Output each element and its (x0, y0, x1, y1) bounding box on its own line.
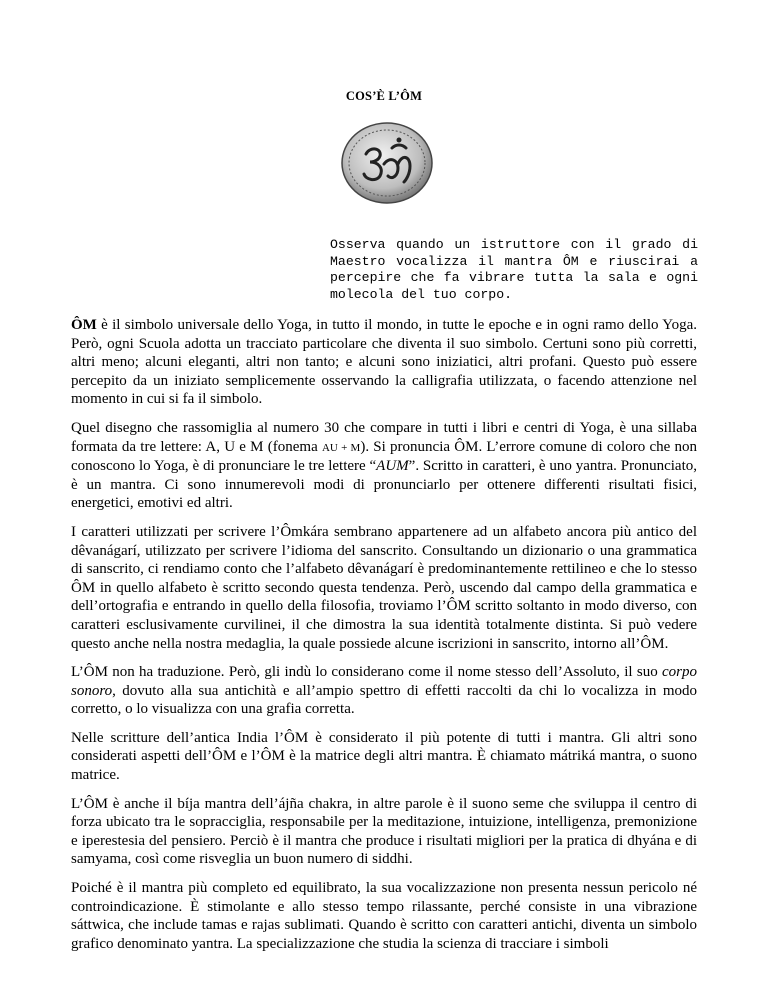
paragraph-3: I caratteri utilizzati per scrivere l’Ômkára sembrano appartenere ad un alfabeto ancora più antico del dêvanágarí, utilizzato per scrivere l’idioma del sanscrito. Consultando un dizionario o una grammatica di sanscrito, ci rendiamo conto che l’alfabeto dêvanágarí è predominantemente rettilineo e che lo stesso ÔM in quello alfabeto è scritto secondo questa tendenza. Però, uscendo dal campo della grammatica e dell’ortografia e entrando in quello della filosofia, troviamo l’ÔM scritto soltanto in modo diverso, con caratteri esclusivamente curvilinei, il che dimostra la sua identità totalmente distinta. Si può vedere questo anche nella nostra medaglia, la quale possiede alcune iscrizioni in sanscrito, intorno all’ÔM. (71, 523, 697, 652)
paragraph-2-text-b: ). Si pronuncia ÔM. L’errore comune di coloro che non conoscono lo Yoga, è di pronunciare le tre lettere “ (71, 438, 698, 475)
epigraph-quote: Osserva quando un istruttore con il grado di Maestro vocalizza il mantra ÔM e riuscirai a percepire che fa vibrare tutta la sala e ogni molecola del tuo corpo. (330, 237, 698, 302)
paragraph-2-text-a: Quel disegno che rassomiglia al numero 30 che compare in tutti i libri e centri di Yoga, è una sillaba formata da tre lettere: A, U e M (fonema (71, 419, 697, 455)
paragraph-4-text-a: L’ÔM non ha traduzione. Però, gli indù lo considerano come il nome stesso dell’Assoluto, il suo (71, 664, 662, 681)
aum-italic: AUM (376, 458, 409, 475)
paragraph-2-text-c: ”. Scritto in caratteri, è uno yantra. Pronunciato, è un mantra. Ci sono innumerevoli modi di pronunciarlo per ottenere differenti risultati fisici, energetici, emotivi ed altri. (71, 458, 697, 512)
corpo-sonoro-italic: corpo sonoro (71, 664, 697, 699)
article-body (71, 316, 697, 963)
om-lead: ÔM (71, 317, 97, 333)
paragraph-1 (71, 316, 697, 409)
paragraph-4 (71, 663, 697, 719)
paragraph-6: L’ÔM è anche il bíja mantra dell’ájña chakra, in altre parole è il suono seme che sviluppa il centro di forza ubicato tra le sopracciglia, responsabile per la meditazione, intuizione, intelligenza, premonizione e iperestesia del pensiero. Perciò è il mantra che produce i risultati migliori per la pratica di dhyána e di samyama, così come risveglia un buon numero di siddhi. (71, 795, 697, 868)
paragraph-1-text: è il simbolo universale dello Yoga, in tutto il mondo, in tutte le epoche e in ogni ramo dello Yoga. Però, ogni Scuola adotta un tracciato particolare che diventa il suo simbolo. Certuni sono più corretti, altri meno; alcuni eleganti, altri non tanto; e alcuni sono iniziatici, altri profani. Questo può essere percepito da un iniziato semplicemente osservando la calligrafia utilizzata, o facendo attenzione nel momento in cui si fa il simbolo. (71, 317, 697, 408)
om-medal-image (340, 120, 435, 205)
paragraph-2 (71, 419, 697, 513)
phoneme-text: AU + M (321, 441, 361, 454)
paragraph-4-text-b: , dovuto alla sua antichità e all’ampio spettro di effetti raccolti da chi lo vocalizza in modo corretto, o lo visualizza con una grafia corretta. (71, 682, 697, 718)
paragraph-7: Poiché è il mantra più completo ed equilibrato, la sua vocalizzazione non presenta nessun pericolo né controindicazione. È stimolante e allo stesso tempo rilassante, perché consiste in una vibrazione sáttwica, che include tamas e rajas sublimati. Quando è scritto con caratteri antichi, diventa un simbolo grafico denominato yantra. La specializzazione che studia la scienza di tracciare i simboli (71, 880, 697, 952)
page-title: COS’È L’ÔM (345, 89, 423, 103)
paragraph-5: Nelle scritture dell’antica India l’ÔM è considerato il più potente di tutti i mantra. Gli altri sono considerati aspetti dell’ÔM e l’ÔM è la matrice degli altri mantra. È chiamato mátriká mantra, o suono matrice. (71, 729, 697, 784)
